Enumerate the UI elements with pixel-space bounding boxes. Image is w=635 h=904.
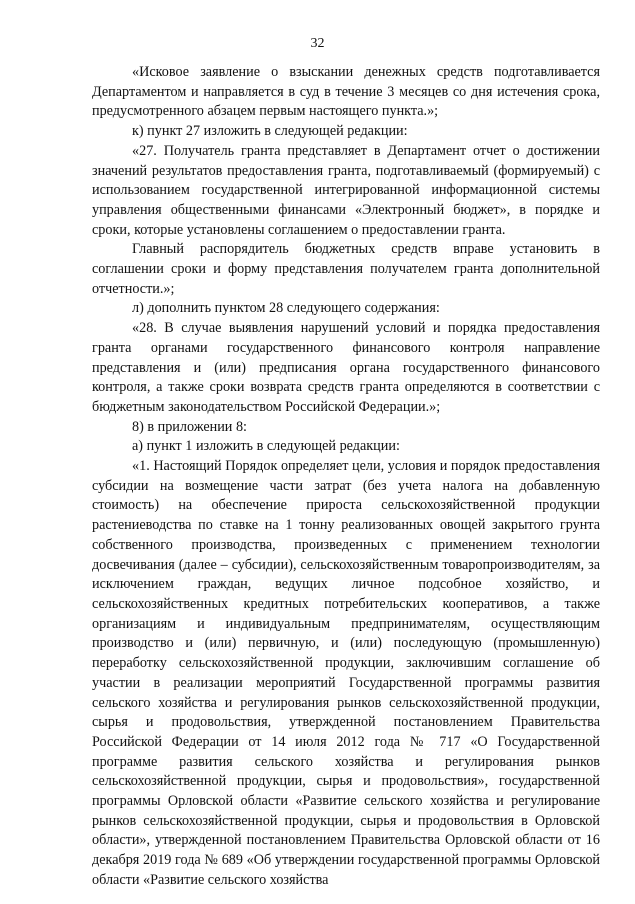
paragraph-point-28: «28. В случае выявления нарушений условий и порядка предоставления гранта органами государственного финансового контроля направление представления и (или) предписания органа государственного финансового контроля, а также сроки возврата средств гранта определяются в соответствии с бюджетным законодательством Российской Федерации.»;	[92, 320, 600, 415]
paragraph-item-l: л) дополнить пунктом 28 следующего содержания:	[132, 300, 440, 317]
paragraph-point-1: «1. Настоящий Порядок определяет цели, условия и порядок предоставления субсидии на возмещение части затрат (без учета налога на добавленную стоимость) на обеспечение прироста сельскохозяйственной продукции растениеводства по ставке на 1 тонну реализованных овощей закрытого грунта собственного производства, произведенных с применением технологии досвечивания (далее – субсидии), сельскохозяйственным товаропроизводителям, за исключением граждан, ведущих личное подсобное хозяйство, и сельскохозяйственных кредитных потребительских кооперативов, а также организациям и индивидуальным предпринимателям, осуществляющим производство и (или) первичную, и (или) последующую (промышленную) переработку сельскохозяйственной продукции, заключившим соглашение об участии в реализации мероприятий Государственной программы развития сельского хозяйства и регулирования рынков сельскохозяйственной продукции, сырья и продовольствия, утвержденной постановлением Правительства Российской Федерации от 14 июля 2012 года № 717 «О Государственной программе развития сельского хозяйства и регулирования рынков сельскохозяйственной продукции, сырья и продовольствия», государственной программы Орловской области «Развитие сельского хозяйства и регулирование рынков сельскохозяйственной продукции, сырья и продовольствия в Орловской области», утвержденной постановлением Правительства Орловской области от 16 декабря 2019 года № 689 «Об утверждении государственной программы Орловской области «Развитие сельского хозяйства	[92, 458, 600, 888]
document-body	[92, 63, 600, 891]
paragraph-claim-statement: «Исковое заявление о взыскании денежных средств подготавливается Департаментом и направляется в суд в течение 3 месяцев со дня истечения срока, предусмотренного абзацем первым настоящего пункта.»;	[92, 64, 600, 120]
page-number: 32	[310, 36, 325, 51]
paragraph-item-8: 8) в приложении 8:	[132, 418, 247, 435]
paragraph-main-distributor: Главный распорядитель бюджетных средств вправе установить в соглашении сроки и форму представления получателем гранта дополнительной отчетности.»;	[92, 241, 600, 297]
paragraph-item-k: к) пункт 27 изложить в следующей редакции:	[132, 123, 408, 140]
paragraph-item-a: а) пункт 1 изложить в следующей редакции:	[132, 438, 400, 455]
paragraph-point-27: «27. Получатель гранта представляет в Департамент отчет о достижении значений результатов предоставления гранта, подготавливаемый (формируемый) с использованием государственной интегрированной информационной системы управления общественными финансами «Электронный бюджет», в порядке и сроки, которые установлены соглашением о предоставлении гранта.	[92, 142, 600, 238]
